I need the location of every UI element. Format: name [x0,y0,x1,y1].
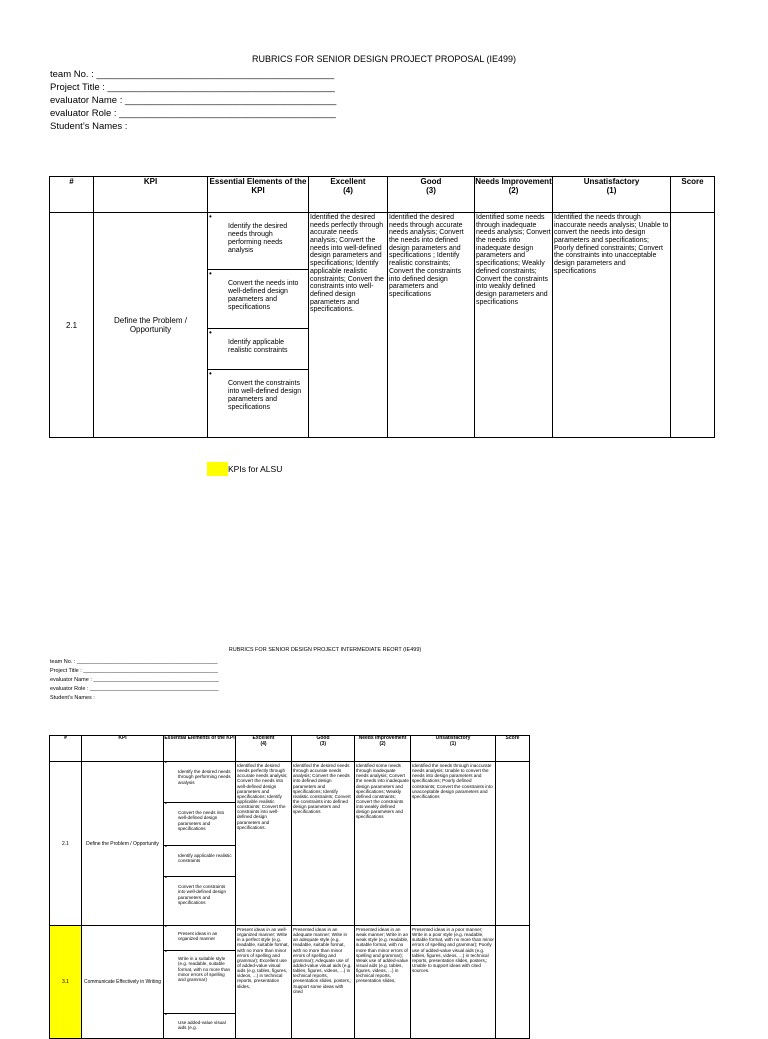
row-kpi: Define the Problem / Opportunity [82,762,164,926]
element-item: • Identify the desired needs through performing needs analysis [208,213,308,270]
element-item: • Identify applicable realistic constraints [164,846,235,877]
header-unsatisfactory: Unsatisfactory (1) [553,177,671,213]
header-good: Good (3) [388,177,475,213]
legend-swatch [207,462,228,476]
evaluator-name-field: evaluator Name : _________________________________________ [50,677,219,683]
evaluator-role-field: evaluator Role : __________________________________________ [50,686,219,692]
row-num: 2.1 [50,762,82,926]
bullet-icon: • [165,760,167,766]
team-no-field: team No. : ______________________________________________ [50,659,218,665]
element-item: • Convert the constraints into well-defined design parameters and specifications [165,875,227,905]
bullet-icon: • [165,1012,167,1018]
header-unsatisfactory: Unsatisfactory (1) [411,736,496,762]
row-kpi: Define the Problem / Opportunity [94,213,208,438]
bullet-icon: • [209,369,212,378]
header-elements: Essential Elements of the KPI [208,177,309,213]
header-num: # [50,177,94,213]
element-item: • Convert the needs into well-defined design parameters and specifications [208,270,308,329]
header-kpi: KPI [82,736,164,762]
header-good: Good (3) [292,736,355,762]
bullet-icon: • [209,269,212,278]
header-score: Score [671,177,715,213]
bullet-icon: • [165,875,167,881]
header-needs-improvement: Needs Improvement (2) [475,177,553,213]
project-title-field: Project Title : ___________________________________________ [50,82,335,93]
element-item: • Write in a suitable style (e.g. readable, suitable format, with no more than minor errors of spelling and grammar) [164,951,235,1014]
header-kpi: KPI [94,177,208,213]
element-item: • Convert the needs into well-defined design parameters and specifications [164,803,235,846]
bullet-icon: • [165,924,167,930]
page-title: RUBRICS FOR SENIOR DESIGN PROJECT PROPOSAL (IE499) [251,54,517,64]
element-item: • Identify the desired needs through performing needs analysis [164,762,235,803]
legend [207,462,282,476]
bullet-icon: • [209,328,212,337]
element-item: • Convert the constraints into well-defined design parameters and specifications [209,369,302,412]
page-title-intermediate: RUBRICS FOR SENIOR DESIGN PROJECT INTERMEDIATE REORT (IE499) [228,647,422,653]
elements-cell [164,926,236,1039]
unsatisfactory-criteria: Identified the needs through inaccurate needs analysis; Unable to convert the needs into design parameters and specifications; Poorly defined constraints; Convert the constraints into unacceptable design parameters and specifications [411,762,496,926]
needs-improvement-criteria: Identified some needs through inadequate needs analysis; Convert the needs into inadequate design parameters and specifications; Weakly defined constraints; Convert the constraints into weakly defined design parameters and specifications [355,762,411,926]
row-kpi: Communicate Effectively in Writing [82,926,164,1039]
bullet-icon: • [165,844,167,850]
good-criteria: Identified the desired needs through accurate needs analysis; Convert the needs into defined design parameters and specifications; Identify realistic constraints; Convert the constraints into defined design parameters and specifications [292,762,355,926]
element-item: • Present ideas in an organized manner [164,926,235,951]
header-excellent: Excellent (4) [236,736,292,762]
row-num: 2.1 [50,213,94,438]
student-names-field: Student’s Names : [50,695,95,701]
excellent-criteria: Present ideas in an well-organized manner; Write in a perfect style (e.g. readable, suitable format, with no more than minor errors of spelling and grammar); Excellent use of added-value visual aids (e.g. tables, figures, videos, ...) in technical reports, presentation slides, [236,926,292,1039]
rubric-table-intermediate [49,735,530,1039]
evaluator-role-field: evaluator Role : _________________________________________ [50,108,336,119]
bullet-icon: • [165,801,167,807]
table-row [50,213,715,438]
excellent-criteria: Identified the desired needs perfectly through accurate needs analysis; Convert the needs into well-defined design parameters and specifications; Identify applicable realistic constraints; Convert the constraints into well-defined design parameters and specifications. [309,213,388,438]
score-cell[interactable] [496,762,530,926]
team-no-field: team No. : _____________________________________________ [50,69,335,80]
elements-cell [164,762,236,926]
table-row [50,926,530,1039]
score-cell[interactable] [671,213,715,438]
bullet-icon: • [165,949,167,955]
unsatisfactory-criteria: Presented ideas in a poor manner; Write in a poor style (e.g. readable, suitable format, with no more than minor errors of spelling and grammar); Poorly use of added-value visual aids (e.g. tables, figures, videos, ...) in technical reports, presentation slides, posters,; Unable to support ideas with cited sources. [411,926,496,1039]
elements-cell [208,213,309,438]
element-item: • Identify applicable realistic constraints [208,329,308,370]
student-names-field: Student’s Names : [50,121,128,132]
legend-label: KPIs for ALSU [228,464,283,474]
header-needs-improvement: Needs Improvement (2) [355,736,411,762]
project-title-field: Project Title : ____________________________________________ [50,668,218,674]
good-criteria: Presented ideas in an adequate manner; Write in an adequate style (e.g. readable, suitable format, with no more than minor errors of spelling and grammar); Adequate use of added-value visual aids (e.g. tables, figures, videos, ...) in technical reports, presentation slides, posters,; Support some ideas with cited [292,926,355,1039]
bullet-icon: • [209,212,212,221]
excellent-criteria: Identified the desired needs perfectly through accurate needs analysis; Convert the needs into well-defined design parameters and specifications; Identify applicable realistic constraints; Convert the constraints into well-defined design parameters and specifications. [236,762,292,926]
evaluator-name-field: evaluator Name : ________________________________________ [50,95,337,106]
score-cell[interactable] [496,926,530,1039]
unsatisfactory-criteria: Identified the needs through inaccurate needs analysis; Unable to convert the needs into design parameters and specifications; Poorly defined constraints; Convert the constraints into unacceptable design parameters and specifications [553,213,671,438]
header-excellent: Excellent (4) [309,177,388,213]
header-score: Score [496,736,530,762]
element-item: • Use added-value visual aids (e.g. [165,1012,226,1031]
header-elements: Essential Elements of the KPI [164,736,236,762]
table-row [50,762,530,926]
row-num-highlighted: 3.1 [50,926,82,1039]
rubric-table [49,176,715,438]
header-num: # [50,736,82,762]
needs-improvement-criteria: Presented ideas in an weak manner; Write in an weak style (e.g. readable, suitable format, with no more than minor errors of spelling and grammar); Weak use of added-value visual aids (e.g. tables, figures, videos, ...) in technical reports, presentation slides, [355,926,411,1039]
needs-improvement-criteria: Identified some needs through inadequate needs analysis; Convert the needs into inadequate design parameters and specifications; Weakly defined constraints; Convert the constraints into weakly defined design parameters and specifications [475,213,553,438]
good-criteria: Identified the desired needs through accurate needs analysis; Convert the needs into defined design parameters and specifications ; Identify realistic constraints; Convert the constraints into defined design parameters and specifications [388,213,475,438]
